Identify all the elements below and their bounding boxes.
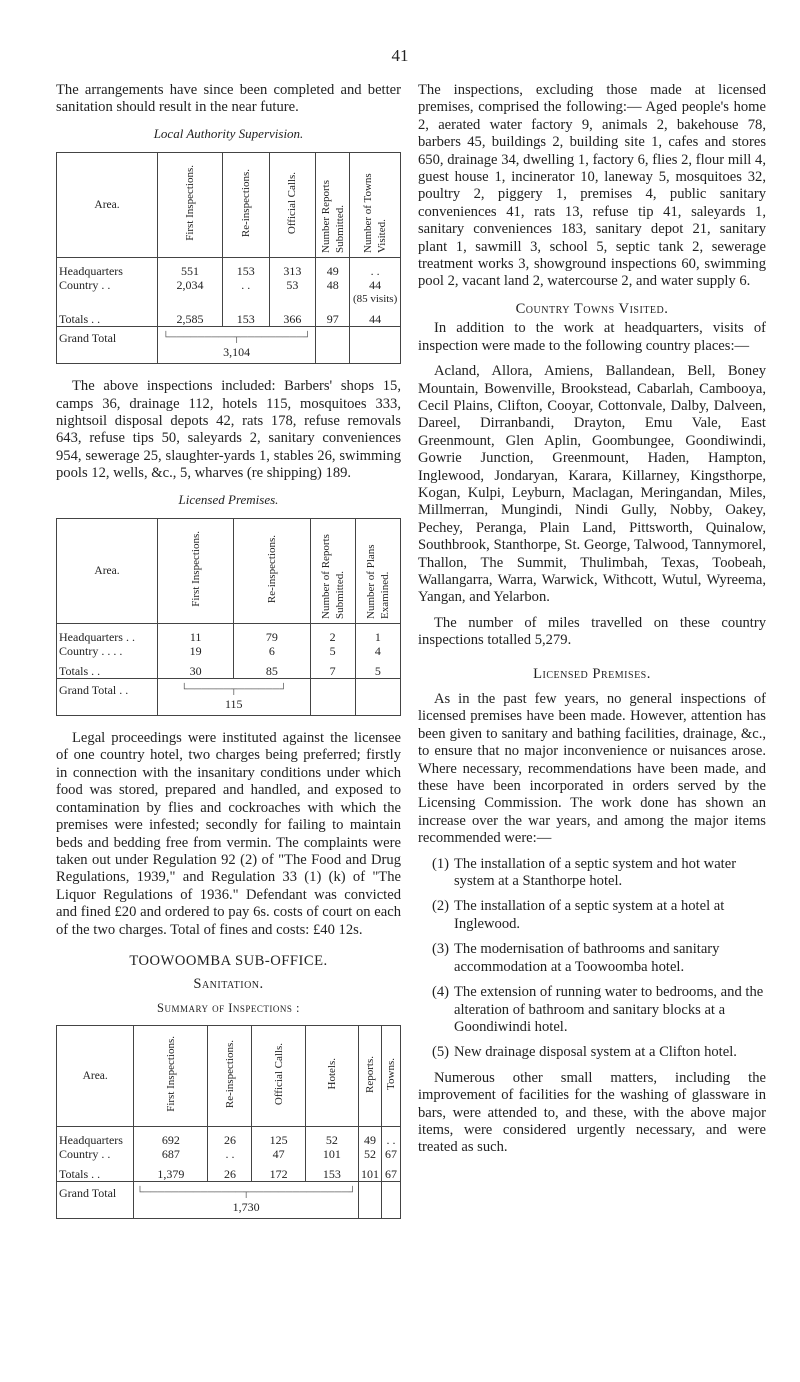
- country-towns-heading: Country Towns Visited.: [515, 300, 669, 317]
- table1-header-re: Re-inspections.: [222, 153, 269, 258]
- toowoomba-summary-table: [56, 1025, 401, 1219]
- table-row: Headquarters Country . . 551 2,034 153 . . 313 53 49 48 . . 44 (85 visits): [57, 258, 401, 307]
- table-row: Totals . . 30 85 7 5: [57, 658, 401, 679]
- right-column: [418, 82, 766, 1165]
- recommendations-list: [432, 856, 766, 1062]
- table-row: Totals . . 2,585 153 366 97 44: [57, 306, 401, 327]
- table1-header-first: First Inspections.: [158, 153, 223, 258]
- table2-header-area: Area.: [57, 519, 158, 624]
- inspections-list-paragraph: The inspections, excluding those made at licensed premises, comprised the following:— Aged people's home 2, aerated water factory 9, animals 2, bakehouse 78, barbers 45, buildings 2, building site 1, cafes and stores 650, drainage 34, dwelling 1, factory 6, flies 2, flour mill 4, guest house 1, incinerator 10, laneway 5, mosquitoes 32, poultry 2, piggery 1, premises 4, public sanitary conveniences 41, rats 13, refuse tip 41, saleyards 1, sanitary conveniences 183, sanitary depot 21, sanitary plant 1, sawmill 3, school 5, septic tank 2, sewerage treatment works 3, showground inspections 60, swimming pool 2, vacant land 2, watercourse 2, and water supply 6.: [418, 82, 766, 290]
- office-subtitle-sanitation: Sanitation.: [193, 976, 264, 993]
- table1-header-towns: Number of Towns Visited.: [350, 153, 401, 258]
- licensed-premises-paragraph: As in the past few years, no general inspections of licensed premises have been made. However, attention has been given to sanitary and bathing facilities, drainage, &c., to ensure that no major inconvenience or nuisances arose. Where necessary, recommendations have been made, and these have been incorporated in orders served by the Licensing Commission. The work done has shown an increase over the war years, and among the major items recommended were:—: [418, 691, 766, 847]
- licensed-premises-heading: Licensed Premises.: [533, 665, 651, 682]
- table-row: Grand Total └──────────────┬──────────────┘ 1,730: [57, 1182, 401, 1219]
- table1-caption: Local Authority Supervision.: [153, 125, 304, 141]
- table1-header-reports: Number Reports Submitted.: [316, 153, 350, 258]
- local-authority-table: [56, 152, 401, 364]
- table2-header-re: Re-inspections.: [234, 519, 310, 624]
- licensed-premises-table: [56, 518, 401, 716]
- country-towns-list: Acland, Allora, Amiens, Ballandean, Bell, Boney Mountain, Bowenville, Brookstead, Cabarlah, Cambooya, Cecil Plains, Clifton, Cooyar, Cottonvale, Dalby, Dalveen, Dareel, Dirranbandi, Drayton, Emu Vale, East Greenmount, Glen Aplin, Goombungee, Goondiwindi, Gowrie Junction, Greenmount, Haden, Hampton, Inglewood, Jondaryan, Karara, Killarney, Kingsthorpe, Kogan, Kulpi, Leyburn, Maclagan, Meringandan, Miles, Millmerran, Mungindi, Nindi Gully, Nobby, Oakey, Pechey, Peranga, Plain Land, Pittsworth, Quinalow, Southbrook, Stanthorpe, St. George, Talwood, Tannymorel, Thallon, The Summit, Thulimbah, Texas, Toobeah, Wallangarra, Warra, Warwick, Withcott, Wutul, Wyreema, Yangan, and Yelarbon.: [418, 363, 766, 606]
- table-row: Headquarters . . Country . . . . 11 19 79 6 2 5 1 4: [57, 624, 401, 659]
- table2-header-reports: Number of Reports Submitted.: [310, 519, 355, 624]
- page-number: 41: [391, 46, 409, 65]
- legal-proceedings-paragraph: Legal proceedings were instituted against the licensee of one country hotel, two charges being preferred; firstly in connection with the insanitary conditions under which food was stored, prepared and handled, and exposed to contamination by flies and cockroaches with which the premises were infested; secondly for failing to maintain beds and bedding free from vermin. The complaints were taken out under Regulation 92 (2) of "The Food and Drug Regulations, 1939," and Regulation 33 (1) (k) of "The Liquor Regulations of 1936." Defendant was convicted and fined £20 and ordered to pay 6s. costs of court on each of the two charges. Total of fines and costs: £40 12s.: [56, 730, 401, 938]
- table3-header-towns: Towns.: [382, 1026, 401, 1127]
- table3-header-first: First Inspections.: [134, 1026, 208, 1127]
- table-row: Grand Total └─────────┬─────────┘ 3,104: [57, 327, 401, 364]
- list-item: (4) The extension of running water to bedrooms, and the alteration of bathroom and sanitary blocks at a Goondiwindi hotel.: [432, 984, 764, 1035]
- list-item: (2) The installation of a septic system at a hotel at Inglewood.: [432, 898, 725, 932]
- table1-header-area: Area.: [57, 153, 158, 258]
- office-subtitle-summary: Summary of Inspections :: [157, 1000, 300, 1015]
- table-row: Totals . . 1,379 26 172 153 101 67: [57, 1161, 401, 1182]
- closing-paragraph: Numerous other small matters, including the improvement of facilities for the washing of glassware in bars, were attended to, and these, with the above major items, were considered urgently necessary, and were treated as such.: [418, 1069, 766, 1156]
- office-title: TOOWOOMBA SUB-OFFICE.: [129, 952, 328, 969]
- table3-header-hotels: Hotels.: [305, 1026, 358, 1127]
- left-column: [56, 82, 401, 1233]
- inspections-paragraph: The above inspections included: Barbers' shops 15, camps 36, drainage 112, hotels 115, mosquitoes 333, nightsoil disposal depots 42, rats 178, refuse removals 643, refuse tips 50, saleyards 2, sanitary conveniences 954, sewerage 25, slaughter-yards 1, stables 26, swimming pools 12, wells, &c., 5, wharves (re shipping) 189.: [56, 378, 401, 482]
- table-row: Grand Total . . └──────┬──────┘ 115: [57, 679, 401, 716]
- table3-header-calls: Official Calls.: [252, 1026, 305, 1127]
- table-row: Headquarters Country . . 692 687 26 . . 125 47 52 101 49 52 . . 67: [57, 1127, 401, 1162]
- intro-paragraph: The arrangements have since been completed and better sanitation should result in the near future.: [56, 82, 401, 116]
- table3-header-area: Area.: [57, 1026, 134, 1127]
- table3-header-re: Re-inspections.: [208, 1026, 252, 1127]
- table1-header-calls: Official Calls.: [269, 153, 316, 258]
- table2-caption: Licensed Premises.: [178, 491, 279, 507]
- list-item: (5) New drainage disposal system at a Clifton hotel.: [432, 1044, 737, 1061]
- country-intro-paragraph: In addition to the work at headquarters, visits of inspection were made to the following country places:—: [418, 320, 766, 354]
- table2-header-plans: Number of Plans Examined.: [355, 519, 400, 624]
- list-item: (1) The installation of a septic system and hot water system at a Stanthorpe hotel.: [432, 855, 737, 890]
- table3-header-reports: Reports.: [359, 1026, 382, 1127]
- table2-header-first: First Inspections.: [158, 519, 234, 624]
- list-item: (3) The modernisation of bathrooms and sanitary accommodation at a Toowoomba hotel.: [432, 941, 720, 975]
- miles-paragraph: The number of miles travelled on these country inspections totalled 5,279.: [418, 614, 766, 649]
